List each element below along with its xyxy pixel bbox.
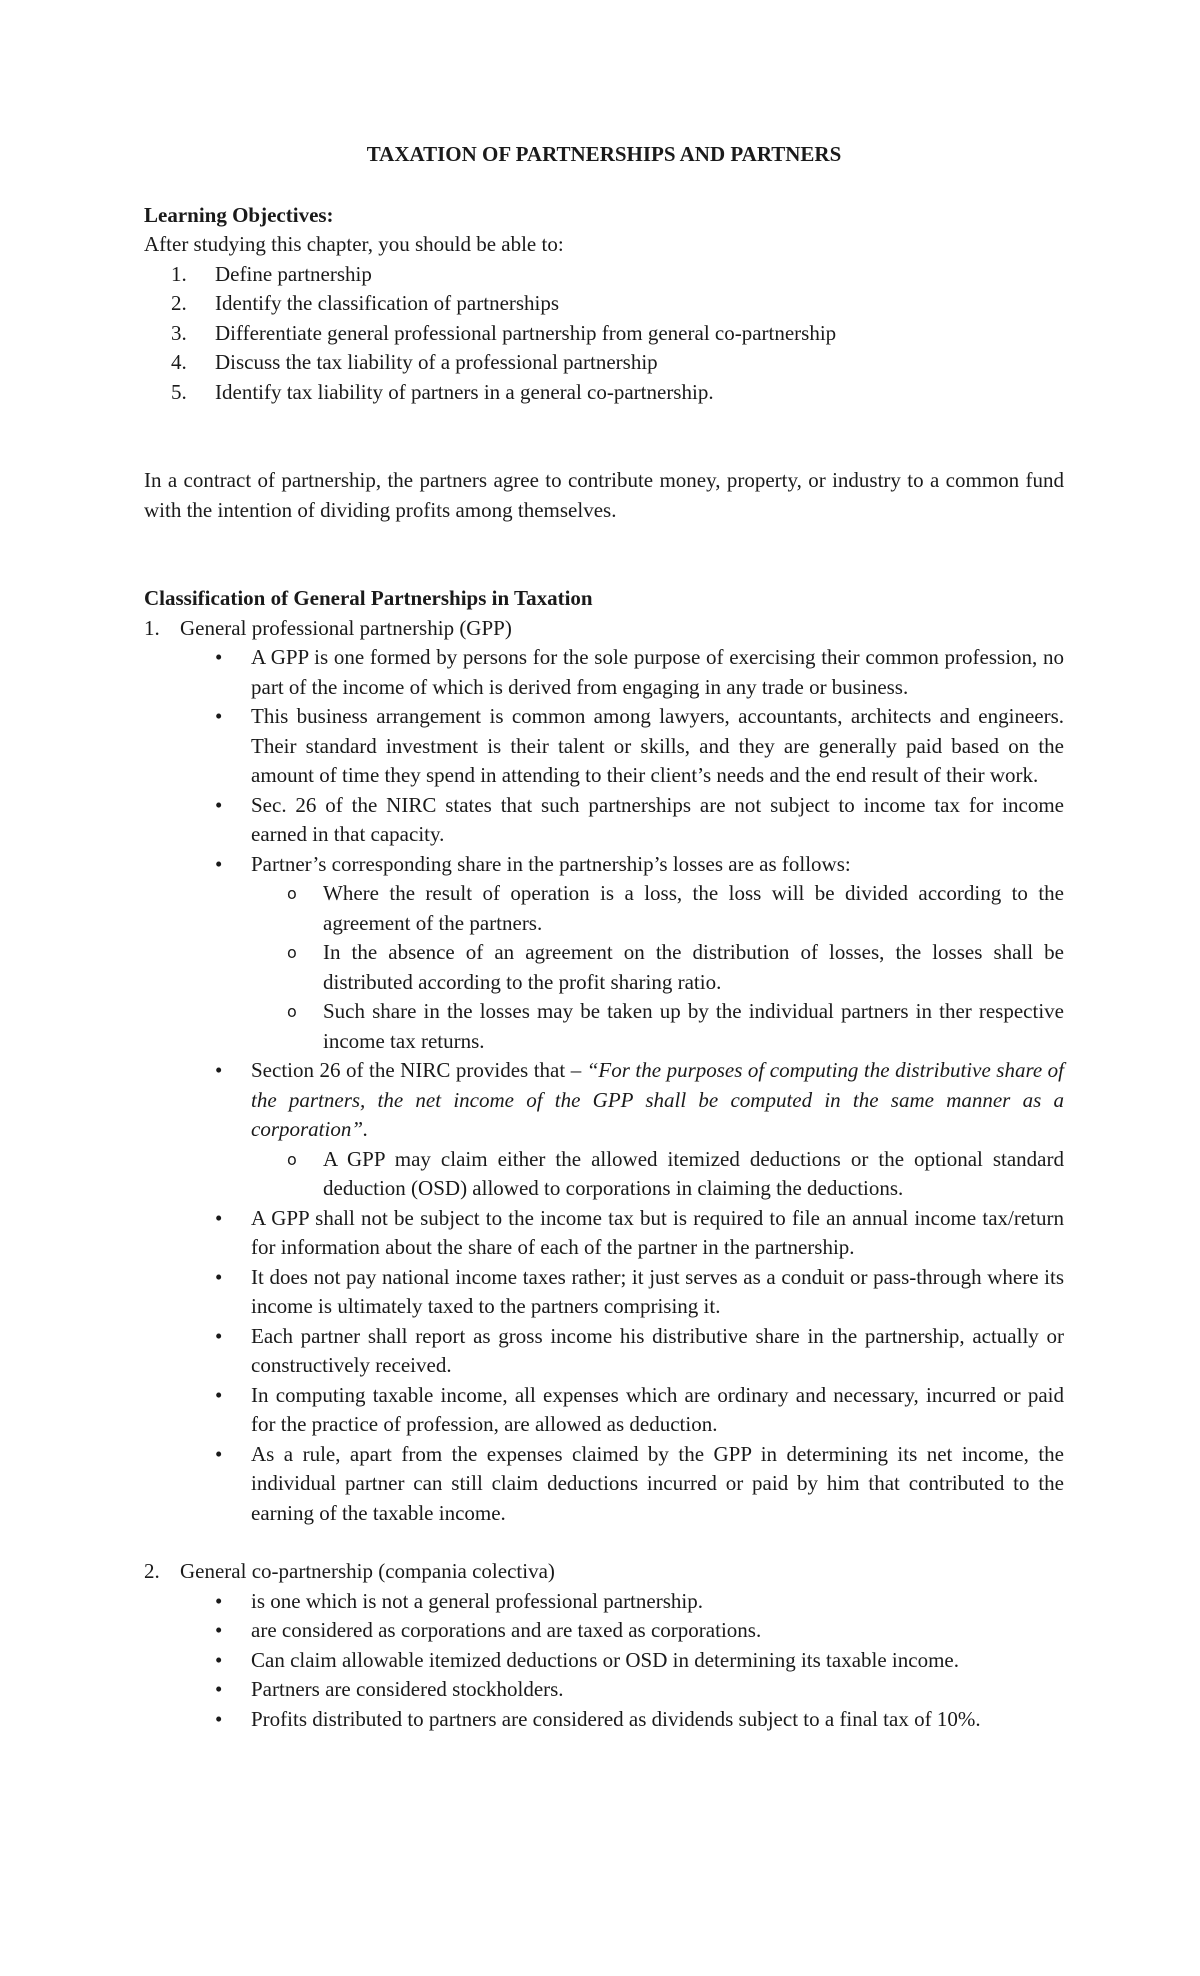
learning-objectives-heading: Learning Objectives:	[144, 202, 334, 227]
list-item: • Partners are considered stockholders.	[215, 1677, 564, 1701]
objective-item: 5. Identify tax liability of partners in a general co-partnership.	[171, 379, 714, 404]
objective-item: 4. Discuss the tax liability of a professional partnership	[171, 350, 658, 374]
list-item: • It does not pay national income taxes rather; it just serves as a conduit or pass-through where its income is ultimately taxed to the partners comprising it.	[215, 1264, 1064, 1318]
list-item: • In computing taxable income, all expenses which are ordinary and necessary, incurred or paid for the practice of profession, are allowed as deduction.	[215, 1382, 1064, 1436]
list-item: • are considered as corporations and are taxed as corporations.	[215, 1618, 762, 1642]
nirc-quote: “For the purposes of computing the distributive share of the partners, the net income of the GPP shall be computed in the same manner as a corporation”.	[251, 1058, 1065, 1141]
objectives-list	[144, 260, 1064, 408]
list-item: • Can claim allowable itemized deductions or OSD in determining its taxable income.	[215, 1647, 959, 1672]
list-item: • Partner’s corresponding share in the partnership’s losses are as follows: o Where the result of operation is a loss, the loss will be divided according to the agreement of the partners. o In the absence of an agreement on the distribution of losses, the losses shall be distributed according to the profit sharing ratio. o Such share in the losses may be taken up by the individual partners in ther respective income tax returns.	[144, 850, 1064, 1057]
list-item: • This business arrangement is common among lawyers, accountants, architects and engineers. Their standard investment is their talent or skills, and they are generally paid based on the amount of time they spend in attending to their client’s needs and the end result of their work.	[215, 704, 1064, 787]
list-item: • A GPP shall not be subject to the income tax but is required to file an annual income tax/return for information about the share of each of the partner in the partnership.	[215, 1205, 1064, 1259]
gcp-bullet-list	[144, 1587, 1064, 1735]
list-item: • As a rule, apart from the expenses claimed by the GPP in determining its net income, the individual partner can still claim deductions incurred or paid by him that contributed to the earning of the taxable income.	[215, 1441, 1064, 1525]
list-item: • A GPP is one formed by persons for the sole purpose of exercising their common profession, no part of the income of which is derived from engaging in any trade or business.	[215, 645, 1064, 699]
sub-list-item: o In the absence of an agreement on the distribution of losses, the losses shall be distributed according to the profit sharing ratio.	[287, 940, 1064, 994]
objectives-intro: After studying this chapter, you should be able to:	[144, 232, 564, 256]
partnership-definition-paragraph: In a contract of partnership, the partners agree to contribute money, property, or industry to a common fund with the intention of dividing profits among themselves.	[144, 468, 1064, 522]
document-title: TAXATION OF PARTNERSHIPS AND PARTNERS	[366, 142, 842, 166]
list-item: • Each partner shall report as gross income his distributive share in the partnership, actually or constructively received.	[215, 1323, 1064, 1377]
list-item: • Profits distributed to partners are considered as dividends subject to a final tax of 10%.	[215, 1706, 981, 1731]
list-item: • Section 26 of the NIRC provides that – “For the purposes of computing the distributive share of the partners, the net income of the GPP shall be computed in the same manner as a corporation”. o A GPP may claim either the allowed itemized deductions or the optional standard deduction (OSD) allowed to corporations in claiming the deductions.	[144, 1056, 1064, 1204]
sub-list-item: o Where the result of operation is a loss, the loss will be divided according to the agreement of the partners.	[287, 881, 1064, 935]
sub-list-item: o A GPP may claim either the allowed itemized deductions or the optional standard deduction (OSD) allowed to corporations in claiming the deductions.	[287, 1146, 1064, 1200]
list-item: • Sec. 26 of the NIRC states that such partnerships are not subject to income tax for income earned in that capacity.	[215, 792, 1064, 846]
sub-list-item: o Such share in the losses may be taken up by the individual partners in ther respective income tax returns.	[287, 999, 1064, 1053]
losses-sub-list	[251, 879, 1064, 1056]
classification-heading: Classification of General Partnerships in Taxation	[144, 586, 593, 610]
objective-item: 1. Define partnership	[171, 261, 372, 286]
objective-item: 2. Identify the classification of partnerships	[171, 291, 560, 315]
deductions-sub-list	[251, 1145, 1064, 1204]
document-page	[144, 140, 1064, 1734]
objective-item: 3. Differentiate general professional partnership from general co-partnership	[171, 320, 837, 345]
list-item: • is one which is not a general professional partnership.	[215, 1588, 703, 1613]
gpp-heading: 1. General professional partnership (GPP)	[144, 615, 512, 640]
gpp-bullet-list	[144, 643, 1064, 1528]
gcp-heading: 2. General co-partnership (compania colectiva)	[144, 1559, 555, 1583]
